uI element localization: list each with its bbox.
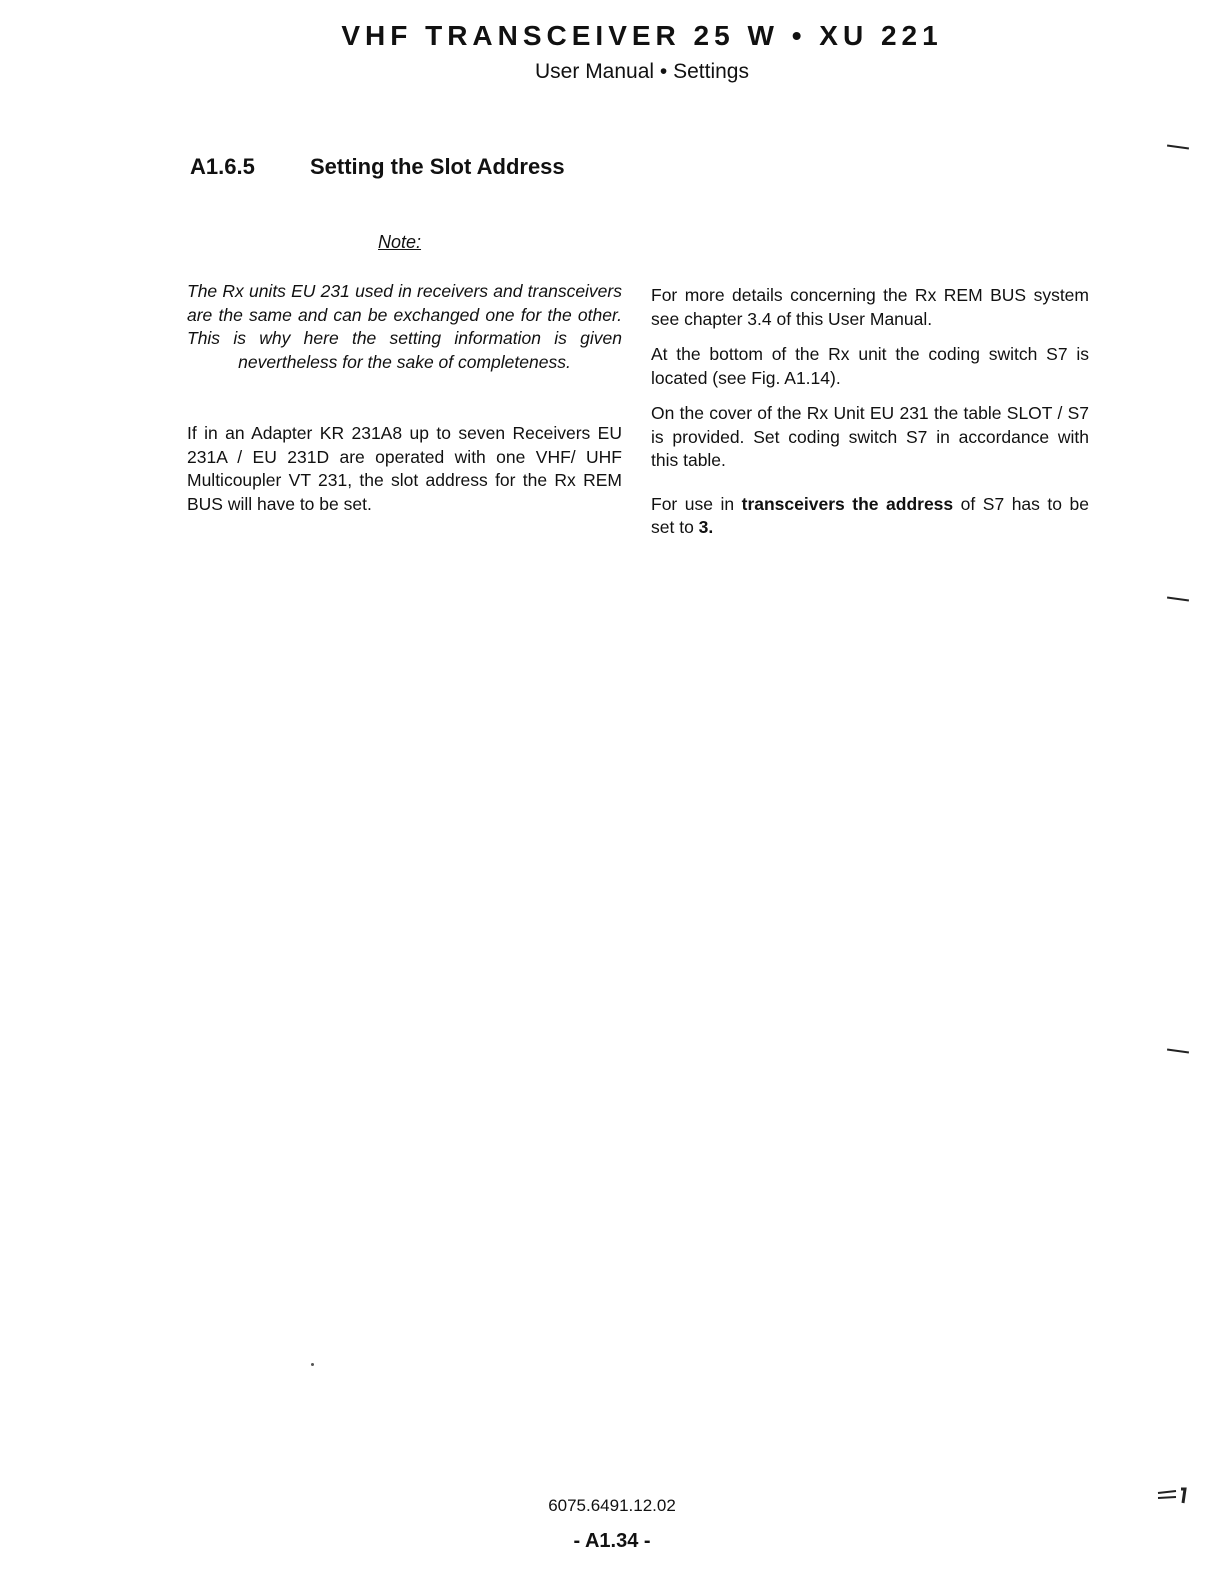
scan-edge-mark bbox=[1167, 1048, 1189, 1053]
document-title: VHF TRANSCEIVER 25 W • XU 221 bbox=[341, 20, 943, 51]
scan-edge-mark bbox=[1167, 596, 1189, 601]
binder-mark-icon bbox=[1156, 1486, 1188, 1506]
note-label: Note: bbox=[378, 232, 422, 252]
note-text: The Rx units EU 231 used in receivers and transceivers are the same and can be exchanged one for the other. This is why here the setting information is given nevertheless for the sake of completeness. bbox=[187, 281, 622, 372]
transceiver-address-middle: of S7 has to be set to bbox=[651, 493, 1089, 537]
right-column bbox=[651, 284, 1089, 540]
transceiver-address-prefix: For use in bbox=[651, 493, 742, 514]
left-column bbox=[187, 280, 622, 516]
document-number: 6075.6491.12.02 bbox=[548, 1496, 676, 1515]
section-heading bbox=[190, 154, 565, 180]
slot-table-paragraph: On the cover of the Rx Unit EU 231 the table SLOT / S7 is provided. Set coding switch S7 in accordance with this table. bbox=[651, 403, 1089, 470]
scan-edge-mark bbox=[1167, 144, 1189, 149]
rem-bus-paragraph: For more details concerning the Rx REM BUS system see chapter 3.4 of this User Manual. bbox=[651, 285, 1089, 329]
section-number: A1.6.5 bbox=[190, 154, 255, 179]
transceiver-address-paragraph bbox=[651, 493, 1089, 540]
adapter-paragraph: If in an Adapter KR 231A8 up to seven Receivers EU 231A / EU 231D are operated with one VHF/ UHF Multicoupler VT 231, the slot address for the Rx REM BUS will have to be set. bbox=[187, 423, 622, 514]
page-number: - A1.34 - bbox=[573, 1530, 651, 1552]
transceiver-address-bold: transceivers the address bbox=[741, 493, 954, 514]
coding-switch-paragraph: At the bottom of the Rx unit the coding switch S7 is located (see Fig. A1.14). bbox=[651, 344, 1089, 388]
document-subtitle: User Manual • Settings bbox=[535, 60, 749, 83]
section-title: Setting the Slot Address bbox=[310, 154, 565, 179]
transceiver-address-value: 3. bbox=[698, 517, 714, 537]
scan-dot bbox=[311, 1363, 314, 1366]
